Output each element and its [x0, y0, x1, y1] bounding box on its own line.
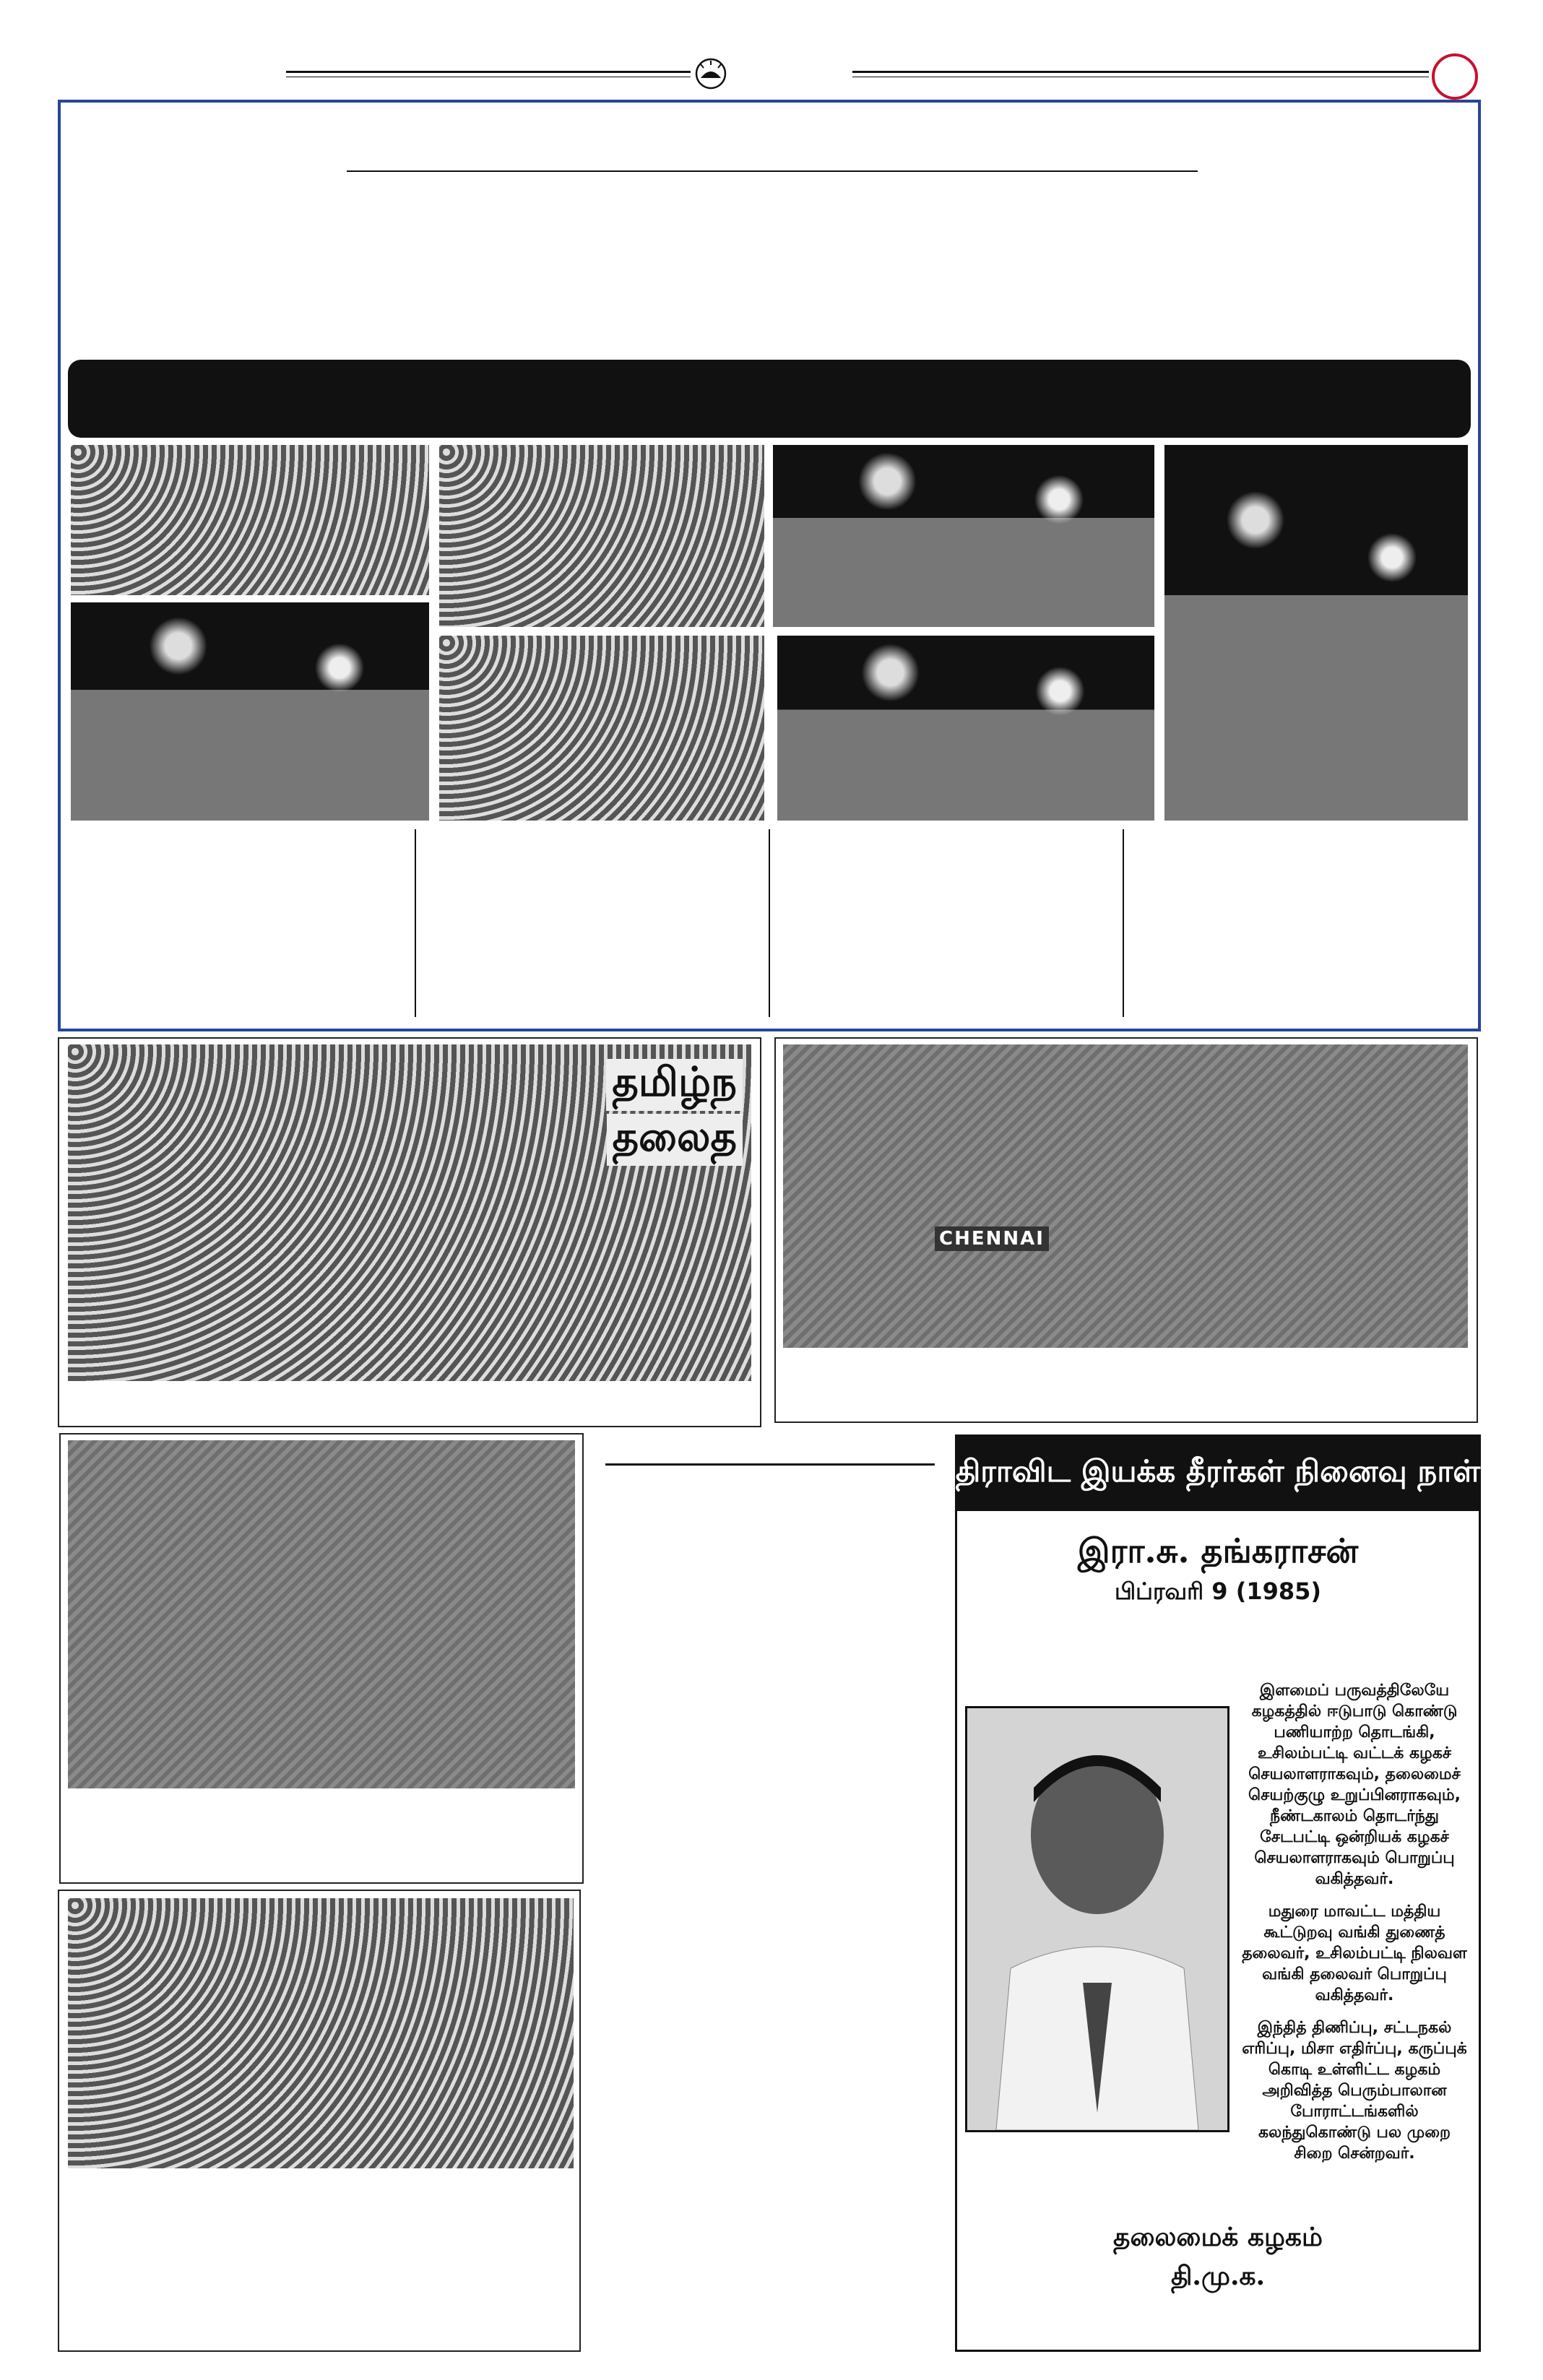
rally-photo-6 — [776, 634, 1156, 822]
rally-photo-7 — [1163, 443, 1469, 822]
stage-banner-text: தமிழ்ந — [606, 1059, 743, 1111]
memorial-portrait — [965, 1706, 1229, 2132]
memorial-footer-line-2: தி.மு.க. — [1170, 2261, 1266, 2291]
rising-sun-emblem-icon — [695, 58, 727, 90]
memorial-text-column — [1238, 1680, 1471, 2176]
side-article-rule — [605, 1463, 935, 1466]
memorial-banner-title: திராவிட இயக்க தீரர்கள் நினைவு நாள் — [955, 1435, 1481, 1511]
black-headline-bar — [68, 360, 1471, 438]
memorial-person-name: இரா.சு. தங்கராசன் — [1077, 1531, 1359, 1570]
circle-page-marker-icon — [1432, 53, 1478, 100]
inauguration-photo — [66, 1897, 575, 2170]
stage-banner-text-2: தலைத — [607, 1114, 743, 1166]
rally-photo-5 — [772, 443, 1156, 628]
rally-photo-1 — [69, 443, 431, 597]
portrait-silhouette-icon — [967, 1708, 1227, 2130]
column-divider-1 — [415, 829, 416, 1017]
memorial-paragraph-3: இந்தித் திணிப்பு, சட்டநகல் எரிப்பு, மிசா எதிர்ப்பு, கருப்புக் கொடி உள்ளிட்ட கழகம் அறிவித்த பெரும்பாலான போராட்டங்களில் கலந்துகொண்டு பல முறை சிறை சென்றவர். — [1242, 2019, 1467, 2163]
rally-photo-4 — [438, 634, 766, 822]
headline-rule — [347, 170, 1198, 172]
bus-flagoff-photo — [782, 1043, 1469, 1349]
stage-event-photo — [66, 1043, 753, 1382]
rally-photo-3 — [438, 443, 766, 628]
rally-photo-2 — [69, 601, 431, 822]
header-rule-right — [852, 71, 1429, 73]
meeting-photo — [66, 1439, 576, 1790]
memorial-paragraph-2: மதுரை மாவட்ட மத்திய கூட்டுறவு வங்கி துணைத் தலைவர், உசிலம்பட்டி நிலவள வங்கி தலைவர் பொறுப்பு வகித்தவர். — [1242, 1903, 1467, 2004]
bus-plate-text: CHENNAI — [935, 1226, 1049, 1251]
memorial-date: பிப்ரவரி 9 (1985) — [1114, 1578, 1322, 1605]
memorial-footer-line-1: தலைமைக் கழகம் — [1113, 2222, 1323, 2252]
header-rule-left — [286, 71, 691, 73]
column-divider-2 — [769, 829, 770, 1017]
memorial-paragraph-1: இளமைப் பருவத்திலேயே கழகத்தில் ஈடுபாடு கொண்டு பணியாற்ற தொடங்கி, உசிலம்பட்டி வட்டக் கழகச் செயலாளராகவும், தலைமைச் செயற்குழு உறுப்பினராகவும், நீண்டகாலம் தொடர்ந்து சேடபட்டி ஒன்றியக் கழகச் செயலாளராகவும் பொறுப்பு வகித்தவர். — [1248, 1682, 1461, 1888]
column-divider-3 — [1123, 829, 1124, 1017]
